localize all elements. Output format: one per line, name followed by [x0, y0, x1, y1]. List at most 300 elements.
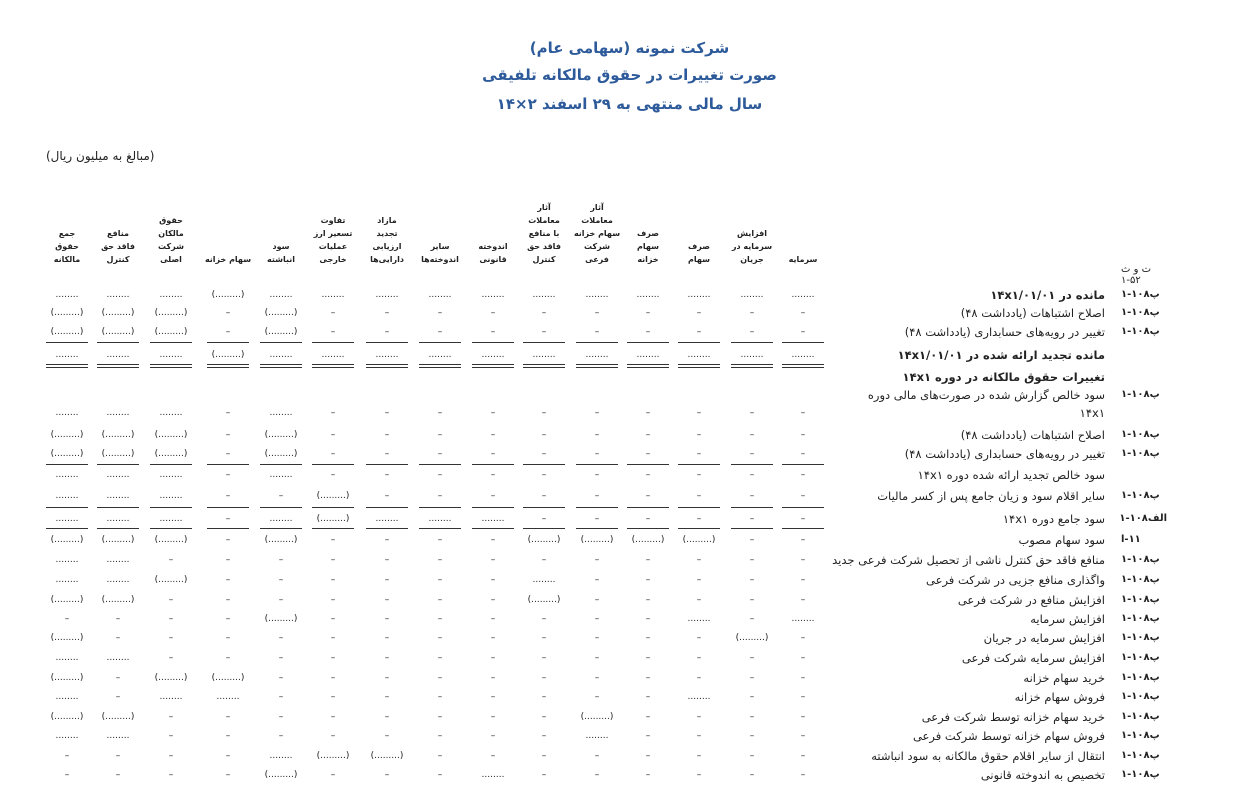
- row-description: خرید سهام خزانه: [1023, 671, 1105, 685]
- table-cell: –: [800, 449, 806, 459]
- table-cell: –: [330, 712, 336, 722]
- table-cell: –: [749, 555, 755, 565]
- total-rule: [207, 507, 249, 508]
- row-description: تغییر در رویه‌های حسابداری (یادداشت ۴۸): [904, 447, 1105, 461]
- row-description: سود خالص گزارش شده در صورت‌های مالی دوره: [867, 388, 1105, 402]
- table-cell: –: [490, 653, 496, 663]
- table-cell: (.........): [264, 308, 298, 318]
- table-cell: –: [330, 308, 336, 318]
- total-rule: [46, 528, 88, 529]
- column-header-line: سهام: [637, 242, 660, 251]
- total-rule: [419, 464, 461, 465]
- table-cell: –: [645, 751, 651, 761]
- table-cell: –: [645, 770, 651, 780]
- table-cell: –: [168, 712, 174, 722]
- table-cell: [676, 368, 722, 387]
- table-cell: –: [541, 514, 547, 524]
- total-rule: [576, 507, 618, 508]
- table-cell: –: [800, 430, 806, 440]
- table-cell: –: [490, 327, 496, 337]
- column-header-line: آثار: [537, 203, 551, 212]
- table-cell: –: [594, 633, 600, 643]
- table-cell: –: [490, 430, 496, 440]
- row-description: واگذاری منافع جزیی در شرکت فرعی: [926, 573, 1105, 587]
- table-cell: –: [490, 470, 496, 480]
- table-cell: –: [696, 327, 702, 337]
- column-header-line: فاقد حق: [101, 242, 135, 251]
- table-cell: [148, 368, 194, 387]
- table-cell: –: [541, 751, 547, 761]
- table-cell: –: [384, 555, 390, 565]
- total-rule: [472, 364, 514, 368]
- table-row: [0, 426, 1259, 445]
- table-cell: ........: [636, 290, 660, 300]
- total-rule: [312, 507, 354, 508]
- table-cell: –: [541, 653, 547, 663]
- column-header-line: مازاد: [377, 216, 397, 225]
- table-cell: –: [437, 555, 443, 565]
- table-cell: ........: [106, 575, 130, 585]
- table-row: [0, 610, 1259, 629]
- table-cell: (.........): [316, 751, 350, 761]
- table-cell: –: [330, 633, 336, 643]
- table-cell: –: [541, 614, 547, 624]
- table-cell: –: [225, 470, 231, 480]
- total-rule: [627, 507, 669, 508]
- total-rule: [627, 364, 669, 368]
- table-cell: [205, 386, 251, 405]
- row-reference: پ۱۰۸-۱: [1121, 307, 1160, 318]
- table-cell: –: [594, 514, 600, 524]
- period-title: سال مالی منتهی به ۲۹ اسفند ۲×۱۴: [496, 95, 763, 113]
- table-cell: –: [645, 595, 651, 605]
- table-cell: (.........): [631, 535, 665, 545]
- table-cell: –: [330, 408, 336, 418]
- column-header-line: تسعیر ارز: [313, 229, 353, 238]
- table-cell: ........: [585, 731, 609, 741]
- table-cell: (.........): [50, 535, 84, 545]
- column-header-line: افزایش: [737, 229, 768, 238]
- table-cell: –: [490, 408, 496, 418]
- column-header-line: تفاوت: [320, 216, 346, 225]
- table-cell: –: [800, 491, 806, 501]
- total-rule: [576, 342, 618, 343]
- table-cell: ........: [791, 350, 815, 360]
- total-rule: [260, 528, 302, 529]
- table-row: [0, 510, 1259, 529]
- table-cell: –: [437, 633, 443, 643]
- table-cell: (.........): [211, 673, 245, 683]
- table-cell: ........: [791, 614, 815, 624]
- table-row: [0, 304, 1259, 323]
- table-cell: –: [384, 408, 390, 418]
- table-cell: –: [384, 535, 390, 545]
- total-rule: [523, 464, 565, 465]
- table-cell: (.........): [101, 535, 135, 545]
- table-cell: (.........): [264, 327, 298, 337]
- row-description: فروش سهام خزانه: [1014, 690, 1105, 704]
- row-reference: پ۱۰۸-۱: [1121, 389, 1160, 400]
- table-cell: (.........): [154, 535, 188, 545]
- reference-heading: ت و ث ۵۲-۱: [1121, 264, 1152, 286]
- table-cell: [625, 386, 671, 405]
- table-cell: –: [696, 575, 702, 585]
- table-cell: –: [800, 514, 806, 524]
- total-rule: [472, 464, 514, 465]
- table-cell: –: [645, 449, 651, 459]
- table-cell: ........: [375, 290, 399, 300]
- total-rule: [97, 528, 139, 529]
- total-rule: [366, 507, 408, 508]
- table-row: [0, 591, 1259, 610]
- table-cell: ........: [791, 290, 815, 300]
- table-cell: ........: [106, 555, 130, 565]
- table-cell: –: [541, 555, 547, 565]
- table-cell: [676, 386, 722, 405]
- total-rule: [627, 342, 669, 343]
- table-cell: –: [490, 712, 496, 722]
- table-cell: –: [437, 408, 443, 418]
- table-cell: –: [384, 633, 390, 643]
- table-cell: –: [490, 751, 496, 761]
- table-cell: [148, 386, 194, 405]
- column-header-line: انباشته: [267, 255, 295, 264]
- total-rule: [150, 464, 192, 465]
- table-cell: –: [225, 327, 231, 337]
- table-cell: –: [437, 449, 443, 459]
- table-row: [0, 747, 1259, 766]
- total-rule: [523, 364, 565, 368]
- total-rule: [97, 342, 139, 343]
- table-cell: [258, 386, 304, 405]
- table-cell: –: [384, 614, 390, 624]
- total-rule: [150, 528, 192, 529]
- column-header: [143, 176, 199, 266]
- table-cell: –: [490, 692, 496, 702]
- row-description: افزایش سرمایه در جریان: [983, 631, 1105, 645]
- table-cell: ........: [55, 653, 79, 663]
- total-rule: [366, 342, 408, 343]
- table-cell: (.........): [735, 633, 769, 643]
- table-cell: –: [225, 653, 231, 663]
- table-cell: –: [437, 470, 443, 480]
- column-header: [465, 176, 521, 266]
- column-header: [412, 176, 468, 266]
- table-cell: –: [384, 308, 390, 318]
- table-cell: ........: [740, 290, 764, 300]
- table-row: [0, 669, 1259, 688]
- table-cell: –: [115, 751, 121, 761]
- table-cell: –: [225, 449, 231, 459]
- column-header: [39, 176, 95, 266]
- table-cell: –: [225, 770, 231, 780]
- table-cell: –: [749, 449, 755, 459]
- table-cell: ........: [159, 470, 183, 480]
- table-cell: –: [749, 535, 755, 545]
- table-cell: –: [749, 692, 755, 702]
- table-cell: –: [330, 430, 336, 440]
- row-description: سود جامع دوره ۱۴x۱: [1002, 512, 1105, 526]
- table-cell: –: [541, 633, 547, 643]
- table-cell: –: [225, 408, 231, 418]
- column-header-line: سایر: [430, 242, 450, 251]
- table-cell: ........: [269, 290, 293, 300]
- table-cell: (.........): [50, 430, 84, 440]
- table-cell: –: [594, 491, 600, 501]
- table-cell: –: [749, 327, 755, 337]
- table-cell: ........: [55, 491, 79, 501]
- table-cell: –: [278, 653, 284, 663]
- table-cell: [95, 368, 141, 387]
- total-rule: [46, 507, 88, 508]
- table-cell: –: [645, 430, 651, 440]
- column-header-line: شرکت: [158, 242, 184, 251]
- table-cell: ........: [269, 408, 293, 418]
- column-header-line: ارزیابی: [372, 242, 402, 251]
- table-cell: –: [490, 633, 496, 643]
- table-cell: –: [800, 535, 806, 545]
- table-cell: ........: [55, 731, 79, 741]
- table-row: [0, 386, 1259, 405]
- table-cell: ........: [585, 350, 609, 360]
- table-cell: –: [541, 470, 547, 480]
- total-rule: [97, 464, 139, 465]
- table-row: [0, 571, 1259, 590]
- row-reference: پ۱۰۸-۱: [1121, 429, 1160, 440]
- row-description: افزایش منافع در شرکت فرعی: [957, 593, 1105, 607]
- table-cell: [625, 368, 671, 387]
- table-cell: –: [437, 430, 443, 440]
- table-cell: (.........): [154, 673, 188, 683]
- table-cell: ........: [55, 555, 79, 565]
- column-header-line: صرف: [637, 229, 659, 238]
- total-rule: [731, 528, 773, 529]
- table-cell: –: [384, 430, 390, 440]
- total-rule: [419, 528, 461, 529]
- table-cell: –: [437, 673, 443, 683]
- total-rule: [472, 528, 514, 529]
- table-cell: –: [437, 731, 443, 741]
- table-cell: [470, 368, 516, 387]
- table-cell: –: [594, 770, 600, 780]
- table-row: [0, 766, 1259, 785]
- table-cell: –: [696, 491, 702, 501]
- table-cell: –: [437, 653, 443, 663]
- table-cell: –: [437, 327, 443, 337]
- table-cell: –: [800, 751, 806, 761]
- table-cell: –: [115, 614, 121, 624]
- table-cell: –: [168, 595, 174, 605]
- table-cell: (.........): [264, 430, 298, 440]
- row-reference: پ۱۰۸-۱: [1121, 769, 1160, 780]
- table-cell: –: [749, 595, 755, 605]
- table-cell: (.........): [50, 327, 84, 337]
- table-cell: –: [384, 692, 390, 702]
- table-cell: –: [330, 327, 336, 337]
- table-cell: –: [330, 470, 336, 480]
- table-cell: (.........): [527, 595, 561, 605]
- table-cell: –: [594, 555, 600, 565]
- table-cell: (.........): [580, 712, 614, 722]
- table-row: [0, 346, 1259, 365]
- table-cell: (.........): [264, 535, 298, 545]
- table-cell: (.........): [50, 595, 84, 605]
- column-header: [200, 176, 256, 266]
- table-cell: –: [800, 731, 806, 741]
- total-rule: [97, 364, 139, 368]
- table-cell: –: [437, 595, 443, 605]
- table-cell: –: [696, 408, 702, 418]
- table-cell: ........: [106, 470, 130, 480]
- row-description: افزایش سرمایه شرکت فرعی: [961, 651, 1105, 665]
- table-cell: ........: [159, 514, 183, 524]
- table-cell: –: [490, 575, 496, 585]
- table-cell: ........: [106, 408, 130, 418]
- table-cell: –: [696, 673, 702, 683]
- table-cell: –: [278, 731, 284, 741]
- table-row: [0, 649, 1259, 668]
- table-cell: –: [800, 595, 806, 605]
- table-cell: (.........): [682, 535, 716, 545]
- table-cell: –: [749, 614, 755, 624]
- table-cell: –: [330, 575, 336, 585]
- table-cell: –: [645, 470, 651, 480]
- table-cell: [364, 368, 410, 387]
- table-cell: (.........): [50, 712, 84, 722]
- table-cell: ........: [687, 692, 711, 702]
- total-rule: [782, 528, 824, 529]
- table-cell: –: [749, 470, 755, 480]
- column-header-line: با منافع: [528, 229, 560, 238]
- table-cell: [310, 368, 356, 387]
- column-header-line: معاملات: [528, 216, 560, 225]
- table-cell: –: [278, 491, 284, 501]
- table-cell: (.........): [101, 449, 135, 459]
- column-header-line: حقوق: [55, 242, 79, 251]
- table-cell: –: [168, 653, 174, 663]
- table-cell: –: [696, 770, 702, 780]
- table-cell: –: [645, 555, 651, 565]
- column-header-line: کنترل: [106, 255, 130, 264]
- table-cell: (.........): [264, 770, 298, 780]
- total-rule: [312, 364, 354, 368]
- table-cell: (.........): [101, 430, 135, 440]
- table-cell: (.........): [50, 449, 84, 459]
- total-rule: [782, 364, 824, 368]
- column-header-line: اندوخته: [478, 242, 508, 251]
- table-row: [0, 531, 1259, 550]
- row-reference: پ۱۰۸-۱: [1121, 652, 1160, 663]
- statement-title: صورت تغییرات در حقوق مالکانه تلفیقی: [482, 66, 777, 84]
- table-cell: –: [168, 614, 174, 624]
- table-cell: –: [594, 692, 600, 702]
- table-row: [0, 487, 1259, 506]
- table-cell: –: [749, 514, 755, 524]
- table-cell: –: [541, 449, 547, 459]
- table-cell: [729, 386, 775, 405]
- table-cell: –: [115, 692, 121, 702]
- table-cell: –: [278, 673, 284, 683]
- table-cell: [521, 386, 567, 405]
- table-cell: ........: [532, 575, 556, 585]
- total-rule: [150, 342, 192, 343]
- row-description: انتقال از سایر اقلام حقوق مالکانه به سود انباشته: [871, 749, 1105, 763]
- table-cell: –: [490, 595, 496, 605]
- total-rule: [260, 342, 302, 343]
- table-cell: –: [490, 449, 496, 459]
- table-cell: –: [645, 491, 651, 501]
- table-cell: –: [696, 633, 702, 643]
- table-cell: ........: [375, 350, 399, 360]
- table-cell: –: [696, 751, 702, 761]
- table-cell: (.........): [50, 673, 84, 683]
- total-rule: [207, 464, 249, 465]
- total-rule: [312, 528, 354, 529]
- column-header-line: آثار: [590, 203, 604, 212]
- row-reference: پ۱۰۸-۱: [1121, 672, 1160, 683]
- table-cell: ........: [481, 350, 505, 360]
- total-rule: [627, 464, 669, 465]
- table-cell: ........: [687, 614, 711, 624]
- total-rule: [731, 364, 773, 368]
- table-row: [0, 466, 1259, 485]
- table-cell: [574, 368, 620, 387]
- table-cell: –: [594, 308, 600, 318]
- table-cell: –: [490, 555, 496, 565]
- table-cell: –: [278, 633, 284, 643]
- table-cell: (.........): [101, 308, 135, 318]
- table-cell: –: [437, 575, 443, 585]
- table-cell: –: [594, 408, 600, 418]
- row-description: سایر اقلام سود و زیان جامع پس از کسر مالیات: [877, 489, 1105, 503]
- table-cell: –: [800, 575, 806, 585]
- total-rule: [472, 342, 514, 343]
- total-rule: [627, 528, 669, 529]
- table-cell: (.........): [580, 535, 614, 545]
- table-cell: –: [168, 770, 174, 780]
- table-cell: (.........): [154, 449, 188, 459]
- total-rule: [207, 342, 249, 343]
- table-cell: –: [437, 770, 443, 780]
- table-cell: –: [225, 308, 231, 318]
- table-cell: –: [749, 430, 755, 440]
- column-header-line: سود: [272, 242, 290, 251]
- table-cell: –: [749, 408, 755, 418]
- total-rule: [366, 364, 408, 368]
- table-cell: (.........): [211, 290, 245, 300]
- table-cell: –: [749, 673, 755, 683]
- total-rule: [312, 464, 354, 465]
- table-cell: –: [384, 575, 390, 585]
- table-cell: (.........): [50, 633, 84, 643]
- table-cell: –: [225, 555, 231, 565]
- table-cell: –: [168, 555, 174, 565]
- total-rule: [731, 507, 773, 508]
- table-cell: –: [490, 731, 496, 741]
- table-cell: ........: [106, 350, 130, 360]
- table-cell: –: [225, 535, 231, 545]
- table-cell: –: [749, 751, 755, 761]
- table-cell: (.........): [154, 575, 188, 585]
- table-cell: ........: [321, 290, 345, 300]
- total-rule: [523, 528, 565, 529]
- table-cell: ........: [585, 290, 609, 300]
- table-cell: –: [490, 535, 496, 545]
- table-cell: –: [225, 514, 231, 524]
- table-cell: –: [645, 575, 651, 585]
- column-header-line: شرکت: [584, 242, 610, 251]
- total-rule: [419, 507, 461, 508]
